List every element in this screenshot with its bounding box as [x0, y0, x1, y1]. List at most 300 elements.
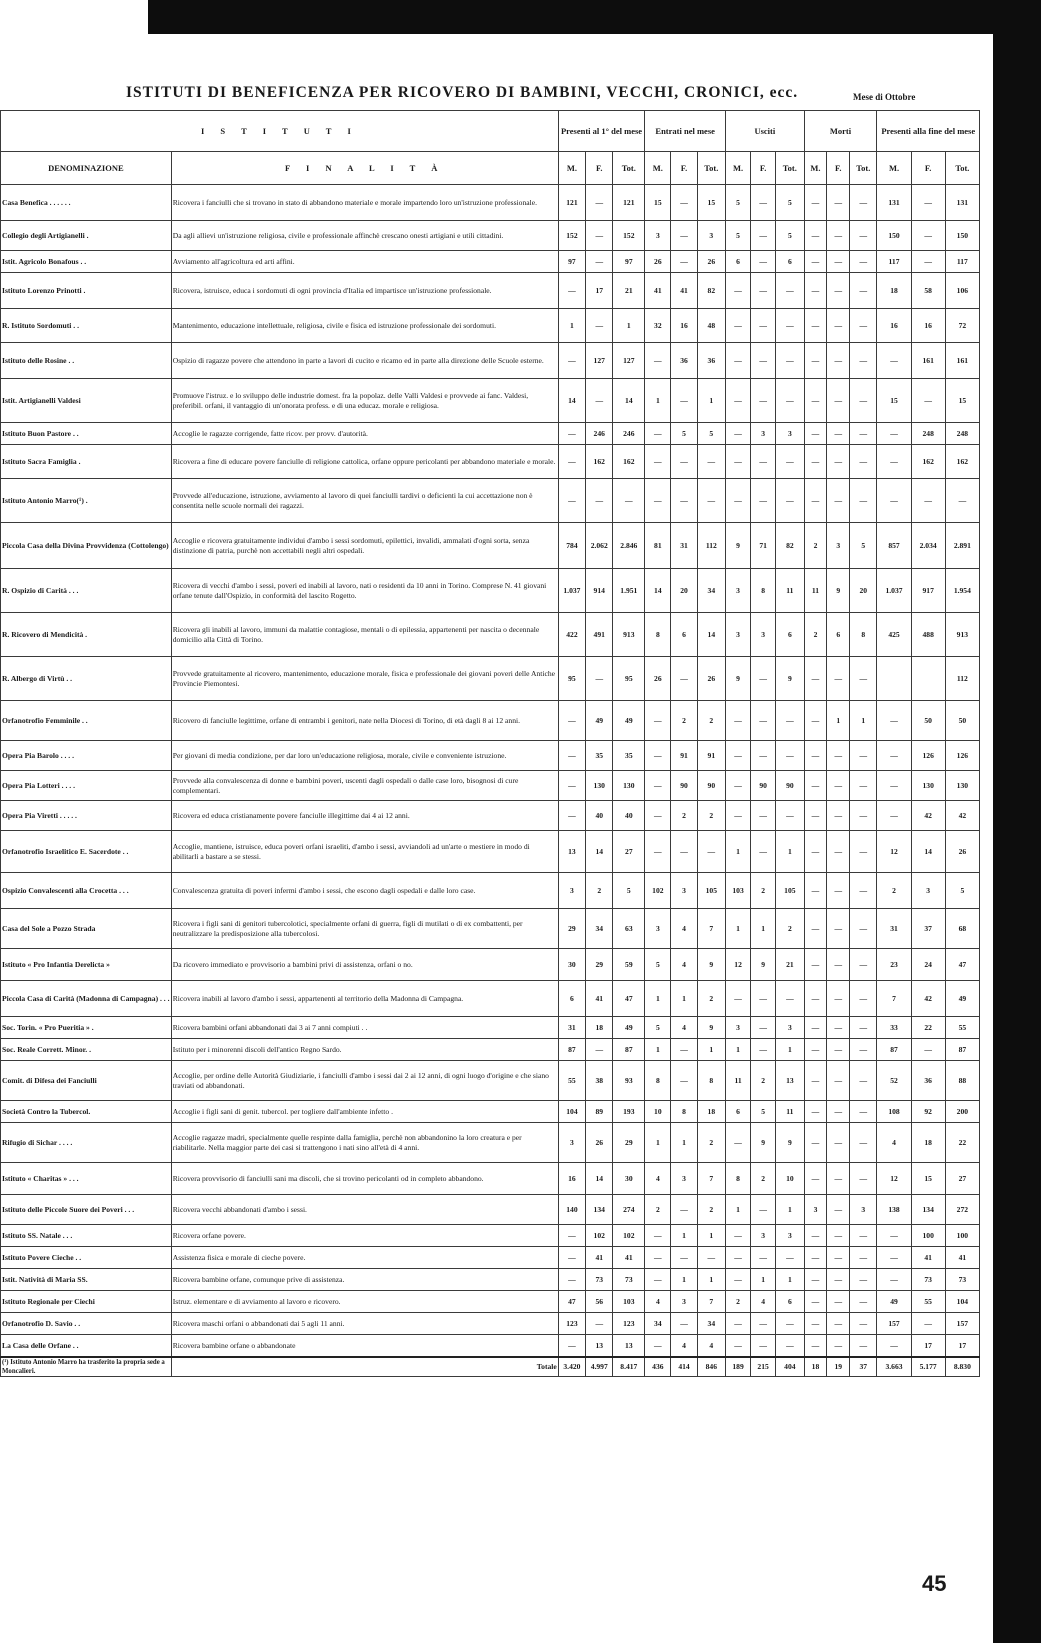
- count-cell: 106: [945, 273, 979, 309]
- institute-purpose: Ricovera ed educa cristianamente povere fanciulle illegittime dai 4 ai 12 anni.: [171, 801, 558, 831]
- count-cell: 63: [613, 909, 645, 949]
- table-row: [1, 909, 980, 949]
- count-cell: 90: [776, 771, 804, 801]
- count-cell: 2.034: [911, 523, 945, 569]
- total-cell: 189: [726, 1357, 751, 1377]
- subcol-header: M.: [726, 152, 751, 185]
- count-cell: 2: [697, 981, 725, 1017]
- subcol-header: Tot.: [850, 152, 877, 185]
- table-row: [1, 1247, 980, 1269]
- count-cell: 7: [697, 1291, 725, 1313]
- count-cell: 36: [911, 1061, 945, 1101]
- count-cell: 130: [945, 771, 979, 801]
- count-cell: 1: [645, 379, 671, 423]
- institute-name: Istituto Povere Cieche . .: [1, 1247, 172, 1269]
- count-cell: 36: [697, 343, 725, 379]
- count-cell: 784: [558, 523, 585, 569]
- count-cell: 127: [613, 343, 645, 379]
- count-cell: 1: [726, 1039, 751, 1061]
- institute-purpose: Ricovera bambine orfane o abbandonate: [171, 1335, 558, 1357]
- count-cell: 4: [671, 1017, 697, 1039]
- count-cell: —: [850, 221, 877, 251]
- count-cell: —: [804, 831, 827, 873]
- count-cell: —: [671, 251, 697, 273]
- count-cell: —: [776, 309, 804, 343]
- page-number: 45: [922, 1571, 947, 1596]
- table-row: [1, 1017, 980, 1039]
- count-cell: 152: [558, 221, 585, 251]
- total-cell: 19: [827, 1357, 850, 1377]
- count-cell: 102: [645, 873, 671, 909]
- header-row-2: [1, 152, 980, 185]
- count-cell: 248: [911, 423, 945, 445]
- count-cell: —: [751, 379, 776, 423]
- count-cell: 5: [751, 1101, 776, 1123]
- count-cell: 81: [645, 523, 671, 569]
- count-cell: 41: [586, 981, 613, 1017]
- count-cell: —: [726, 379, 751, 423]
- count-cell: 6: [776, 1291, 804, 1313]
- count-cell: —: [850, 909, 877, 949]
- count-cell: 425: [877, 613, 911, 657]
- subcol-header: M.: [877, 152, 911, 185]
- table-row: [1, 343, 980, 379]
- count-cell: —: [558, 343, 585, 379]
- institute-purpose: Ricovera, istruisce, educa i sordomuti di ogni provincia d'Italia ed impartisce un'istruzione professionale.: [171, 273, 558, 309]
- count-cell: —: [804, 1061, 827, 1101]
- count-cell: —: [850, 1291, 877, 1313]
- count-cell: —: [804, 273, 827, 309]
- count-cell: 100: [911, 1225, 945, 1247]
- count-cell: —: [827, 479, 850, 523]
- count-cell: 2: [751, 1061, 776, 1101]
- count-cell: 8: [645, 1061, 671, 1101]
- count-cell: —: [804, 1291, 827, 1313]
- count-cell: —: [827, 273, 850, 309]
- total-cell: 3.663: [877, 1357, 911, 1377]
- count-cell: —: [804, 1163, 827, 1195]
- count-cell: —: [558, 1335, 585, 1357]
- institute-name: Opera Pia Barolo . . . .: [1, 741, 172, 771]
- count-cell: —: [850, 657, 877, 701]
- count-cell: —: [804, 445, 827, 479]
- table-row: [1, 273, 980, 309]
- count-cell: —: [804, 185, 827, 221]
- count-cell: 10: [645, 1101, 671, 1123]
- count-cell: 1: [697, 1269, 725, 1291]
- count-cell: —: [645, 741, 671, 771]
- count-cell: 49: [613, 701, 645, 741]
- count-cell: 1: [751, 909, 776, 949]
- count-cell: 3: [697, 221, 725, 251]
- count-cell: 30: [558, 949, 585, 981]
- table-row: [1, 613, 980, 657]
- count-cell: —: [645, 831, 671, 873]
- count-cell: 8: [751, 569, 776, 613]
- count-cell: 49: [877, 1291, 911, 1313]
- group-header: Usciti: [726, 111, 805, 152]
- subcol-header: M.: [645, 152, 671, 185]
- count-cell: 4: [645, 1163, 671, 1195]
- institute-purpose: Ospizio di ragazze povere che attendono in parte a lavori di cucito e ricamo ed in parte alla direzione delle Scuole esterne.: [171, 343, 558, 379]
- count-cell: —: [751, 309, 776, 343]
- count-cell: —: [827, 1269, 850, 1291]
- count-cell: —: [671, 445, 697, 479]
- count-cell: 2: [671, 701, 697, 741]
- count-cell: 117: [877, 251, 911, 273]
- count-cell: 38: [586, 1061, 613, 1101]
- count-cell: —: [850, 1061, 877, 1101]
- count-cell: —: [804, 309, 827, 343]
- count-cell: —: [645, 771, 671, 801]
- institute-name: Opera Pia Lotteri . . . .: [1, 771, 172, 801]
- count-cell: —: [877, 479, 911, 523]
- institute-name: Ospizio Convalescenti alla Crocetta . . .: [1, 873, 172, 909]
- count-cell: —: [558, 801, 585, 831]
- count-cell: 47: [945, 949, 979, 981]
- count-cell: 92: [911, 1101, 945, 1123]
- table-row: [1, 701, 980, 741]
- count-cell: 2: [726, 1291, 751, 1313]
- count-cell: —: [827, 1291, 850, 1313]
- count-cell: 2.062: [586, 523, 613, 569]
- count-cell: 47: [613, 981, 645, 1017]
- count-cell: 2: [697, 1123, 725, 1163]
- table-row: [1, 569, 980, 613]
- count-cell: 41: [911, 1247, 945, 1269]
- count-cell: 2: [804, 523, 827, 569]
- subcol-header: Tot.: [945, 152, 979, 185]
- count-cell: —: [671, 657, 697, 701]
- count-cell: —: [827, 831, 850, 873]
- group-header: Entrati nel mese: [645, 111, 726, 152]
- count-cell: —: [726, 771, 751, 801]
- institute-purpose: Ricovera maschi orfani o abbandonati dai 5 agli 11 anni.: [171, 1313, 558, 1335]
- count-cell: —: [697, 1247, 725, 1269]
- count-cell: 90: [751, 771, 776, 801]
- count-cell: —: [827, 1017, 850, 1039]
- count-cell: —: [671, 1247, 697, 1269]
- period-label: Mese di Ottobre: [853, 92, 916, 102]
- count-cell: —: [804, 1313, 827, 1335]
- count-cell: —: [911, 379, 945, 423]
- count-cell: —: [776, 479, 804, 523]
- count-cell: 18: [586, 1017, 613, 1039]
- count-cell: —: [586, 379, 613, 423]
- count-cell: 30: [613, 1163, 645, 1195]
- count-cell: 1: [827, 701, 850, 741]
- count-cell: 34: [586, 909, 613, 949]
- count-cell: 1: [613, 309, 645, 343]
- count-cell: —: [776, 379, 804, 423]
- count-cell: —: [613, 479, 645, 523]
- count-cell: —: [776, 801, 804, 831]
- institute-purpose: Per giovani di media condizione, per dar loro un'educazione religiosa, morale, civile e conveniente istruzione.: [171, 741, 558, 771]
- count-cell: 123: [558, 1313, 585, 1335]
- count-cell: —: [827, 185, 850, 221]
- count-cell: —: [877, 801, 911, 831]
- count-cell: 161: [911, 343, 945, 379]
- count-cell: —: [804, 1269, 827, 1291]
- count-cell: 2: [877, 873, 911, 909]
- count-cell: —: [850, 1269, 877, 1291]
- count-cell: 3: [804, 1195, 827, 1225]
- count-cell: —: [911, 1313, 945, 1335]
- count-cell: —: [804, 1039, 827, 1061]
- count-cell: 1: [850, 701, 877, 741]
- institute-purpose: Provvede gratuitamente al ricovero, mantenimento, educazione morale, fisica e professionale dei giovani poveri delle Antiche Provincie Piemontesi.: [171, 657, 558, 701]
- count-cell: —: [804, 343, 827, 379]
- count-cell: 26: [586, 1123, 613, 1163]
- count-cell: 33: [877, 1017, 911, 1039]
- count-cell: —: [804, 909, 827, 949]
- count-cell: —: [671, 1195, 697, 1225]
- count-cell: 1: [645, 981, 671, 1017]
- count-cell: 131: [877, 185, 911, 221]
- count-cell: 4: [671, 949, 697, 981]
- count-cell: —: [586, 1039, 613, 1061]
- count-cell: 6: [776, 251, 804, 273]
- count-cell: —: [804, 1123, 827, 1163]
- count-cell: 73: [613, 1269, 645, 1291]
- count-cell: —: [645, 343, 671, 379]
- scan-top-margin: [0, 0, 148, 34]
- count-cell: 1: [697, 1225, 725, 1247]
- institute-purpose: Ricovera inabili al lavoro d'ambo i sessi, appartenenti al territorio della Madonna di Campagna.: [171, 981, 558, 1017]
- institute-name: Soc. Torin. « Pro Pueritia » .: [1, 1017, 172, 1039]
- count-cell: —: [726, 701, 751, 741]
- count-cell: 3: [751, 613, 776, 657]
- count-cell: —: [877, 1247, 911, 1269]
- count-cell: —: [804, 479, 827, 523]
- table-row: [1, 771, 980, 801]
- count-cell: —: [850, 445, 877, 479]
- count-cell: 102: [613, 1225, 645, 1247]
- table-row: [1, 221, 980, 251]
- count-cell: 12: [726, 949, 751, 981]
- count-cell: —: [776, 741, 804, 771]
- table-row: [1, 423, 980, 445]
- institute-name: Istit. Natività di Maria SS.: [1, 1269, 172, 1291]
- table-row: [1, 1039, 980, 1061]
- count-cell: 422: [558, 613, 585, 657]
- count-cell: 1: [726, 831, 751, 873]
- count-cell: 1.037: [877, 569, 911, 613]
- count-cell: 104: [945, 1291, 979, 1313]
- count-cell: —: [850, 379, 877, 423]
- count-cell: 31: [877, 909, 911, 949]
- count-cell: 9: [697, 1017, 725, 1039]
- scan-right-border: [993, 0, 1041, 1643]
- count-cell: 14: [645, 569, 671, 613]
- institute-purpose: Accoglie e ricovera gratuitamente individui d'ambo i sessi sordomuti, epilettici, invalidi, ammalati d'ogni sorta, senza distinzione di patria, purchè non accettabili negli altri ospedali.: [171, 523, 558, 569]
- count-cell: 40: [613, 801, 645, 831]
- count-cell: —: [751, 1195, 776, 1225]
- count-cell: 18: [911, 1123, 945, 1163]
- count-cell: 11: [776, 1101, 804, 1123]
- count-cell: 4: [697, 1335, 725, 1357]
- count-cell: 3: [726, 569, 751, 613]
- count-cell: 17: [586, 273, 613, 309]
- count-cell: 72: [945, 309, 979, 343]
- count-cell: —: [827, 343, 850, 379]
- total-cell: 404: [776, 1357, 804, 1377]
- count-cell: 112: [697, 523, 725, 569]
- count-cell: 11: [776, 569, 804, 613]
- count-cell: —: [586, 309, 613, 343]
- count-cell: 73: [911, 1269, 945, 1291]
- count-cell: —: [877, 1225, 911, 1247]
- count-cell: 68: [945, 909, 979, 949]
- count-cell: 1: [671, 981, 697, 1017]
- count-cell: —: [911, 479, 945, 523]
- count-cell: 105: [697, 873, 725, 909]
- count-cell: 97: [558, 251, 585, 273]
- count-cell: —: [697, 479, 725, 523]
- count-cell: 5: [945, 873, 979, 909]
- count-cell: —: [945, 479, 979, 523]
- count-cell: 3: [827, 523, 850, 569]
- institute-name: Istituto Antonio Marro(¹) .: [1, 479, 172, 523]
- count-cell: 1: [726, 909, 751, 949]
- count-cell: —: [645, 701, 671, 741]
- count-cell: 21: [776, 949, 804, 981]
- count-cell: 73: [945, 1269, 979, 1291]
- institute-name: R. Albergo di Virtù . .: [1, 657, 172, 701]
- count-cell: —: [726, 423, 751, 445]
- count-cell: 5: [645, 949, 671, 981]
- count-cell: 140: [558, 1195, 585, 1225]
- count-cell: —: [827, 1061, 850, 1101]
- institute-name: Orfanotrofio Israelitico E. Sacerdote . .: [1, 831, 172, 873]
- count-cell: 248: [945, 423, 979, 445]
- count-cell: 150: [877, 221, 911, 251]
- count-cell: —: [850, 873, 877, 909]
- count-cell: —: [827, 1039, 850, 1061]
- count-cell: 157: [945, 1313, 979, 1335]
- count-cell: 49: [586, 701, 613, 741]
- count-cell: 14: [613, 379, 645, 423]
- group-header: Morti: [804, 111, 877, 152]
- count-cell: 1: [776, 1269, 804, 1291]
- institute-purpose: Ricovero di fanciulle legittime, orfane di entrambi i genitori, nate nella Diocesi di Torino, di età dagli 8 ai 12 anni.: [171, 701, 558, 741]
- count-cell: —: [697, 831, 725, 873]
- count-cell: —: [645, 1225, 671, 1247]
- institute-name: Comit. di Difesa dei Fanciulli: [1, 1061, 172, 1101]
- count-cell: —: [804, 379, 827, 423]
- count-cell: 1: [751, 1269, 776, 1291]
- count-cell: —: [751, 251, 776, 273]
- count-cell: —: [726, 343, 751, 379]
- institute-purpose: Accoglie, mantiene, istruisce, educa poveri orfani israeliti, d'ambo i sessi, avviandoli ad un'arte o mestiere in modo di abilitarli a bastare a se stessi.: [171, 831, 558, 873]
- denominazione-header: DENOMINAZIONE: [1, 152, 172, 185]
- count-cell: —: [850, 1039, 877, 1061]
- count-cell: 34: [697, 569, 725, 613]
- institute-purpose: Ricovera vecchi abbandonati d'ambo i sessi.: [171, 1195, 558, 1225]
- count-cell: 29: [586, 949, 613, 981]
- institute-name: R. Ospizio di Carità . . .: [1, 569, 172, 613]
- table-row: [1, 309, 980, 343]
- total-cell: 846: [697, 1357, 725, 1377]
- header-row-1: [1, 111, 980, 152]
- count-cell: 3: [671, 873, 697, 909]
- count-cell: —: [751, 445, 776, 479]
- count-cell: 88: [945, 1061, 979, 1101]
- count-cell: —: [671, 1039, 697, 1061]
- institute-purpose: Ricovera i figli sani di genitori tubercolotici, specialmente orfani di guerra, figli di mutilati o di ex combattenti, per neutralizzare la predisposizione alla tubercolosi.: [171, 909, 558, 949]
- count-cell: —: [827, 909, 850, 949]
- count-cell: —: [850, 981, 877, 1017]
- count-cell: —: [671, 185, 697, 221]
- count-cell: —: [726, 1123, 751, 1163]
- count-cell: 5: [776, 185, 804, 221]
- count-cell: 15: [645, 185, 671, 221]
- table-row: [1, 1101, 980, 1123]
- count-cell: —: [804, 1225, 827, 1247]
- count-cell: —: [911, 185, 945, 221]
- count-cell: 1.037: [558, 569, 585, 613]
- count-cell: —: [804, 251, 827, 273]
- count-cell: 5: [671, 423, 697, 445]
- count-cell: 1: [697, 379, 725, 423]
- count-cell: —: [751, 185, 776, 221]
- institute-name: La Casa delle Orfane . .: [1, 1335, 172, 1357]
- count-cell: 14: [697, 613, 725, 657]
- count-cell: 1: [776, 831, 804, 873]
- count-cell: 97: [613, 251, 645, 273]
- count-cell: —: [804, 771, 827, 801]
- count-cell: 10: [776, 1163, 804, 1195]
- count-cell: [877, 657, 911, 701]
- count-cell: 161: [945, 343, 979, 379]
- count-cell: 121: [613, 185, 645, 221]
- count-cell: —: [827, 1195, 850, 1225]
- total-cell: 3.420: [558, 1357, 585, 1377]
- count-cell: 14: [558, 379, 585, 423]
- subcol-header: M.: [804, 152, 827, 185]
- count-cell: 2: [697, 701, 725, 741]
- count-cell: —: [558, 445, 585, 479]
- count-cell: 90: [697, 771, 725, 801]
- count-cell: 27: [613, 831, 645, 873]
- count-cell: 35: [586, 741, 613, 771]
- count-cell: 6: [776, 613, 804, 657]
- count-cell: 1: [671, 1123, 697, 1163]
- total-cell: 37: [850, 1357, 877, 1377]
- count-cell: —: [697, 445, 725, 479]
- count-cell: —: [726, 309, 751, 343]
- institute-purpose: Ricovera i fanciulli che si trovano in stato di abbandono materiale e morale impartendo loro un'istruzione professionale.: [171, 185, 558, 221]
- institute-purpose: Istituto per i minorenni discoli dell'antico Regno Sardo.: [171, 1039, 558, 1061]
- count-cell: 100: [945, 1225, 979, 1247]
- count-cell: 104: [558, 1101, 585, 1123]
- count-cell: 37: [911, 909, 945, 949]
- count-cell: —: [877, 1269, 911, 1291]
- institute-name: Casa del Sole a Pozzo Strada: [1, 909, 172, 949]
- count-cell: 41: [671, 273, 697, 309]
- count-cell: —: [850, 949, 877, 981]
- count-cell: 108: [877, 1101, 911, 1123]
- institute-purpose: Istruz. elementare e di avviamento al lavoro e ricovero.: [171, 1291, 558, 1313]
- count-cell: —: [726, 1313, 751, 1335]
- count-cell: 12: [877, 831, 911, 873]
- count-cell: 121: [558, 185, 585, 221]
- table-row: [1, 1163, 980, 1195]
- count-cell: 126: [945, 741, 979, 771]
- count-cell: —: [850, 423, 877, 445]
- count-cell: 15: [877, 379, 911, 423]
- count-cell: 36: [671, 343, 697, 379]
